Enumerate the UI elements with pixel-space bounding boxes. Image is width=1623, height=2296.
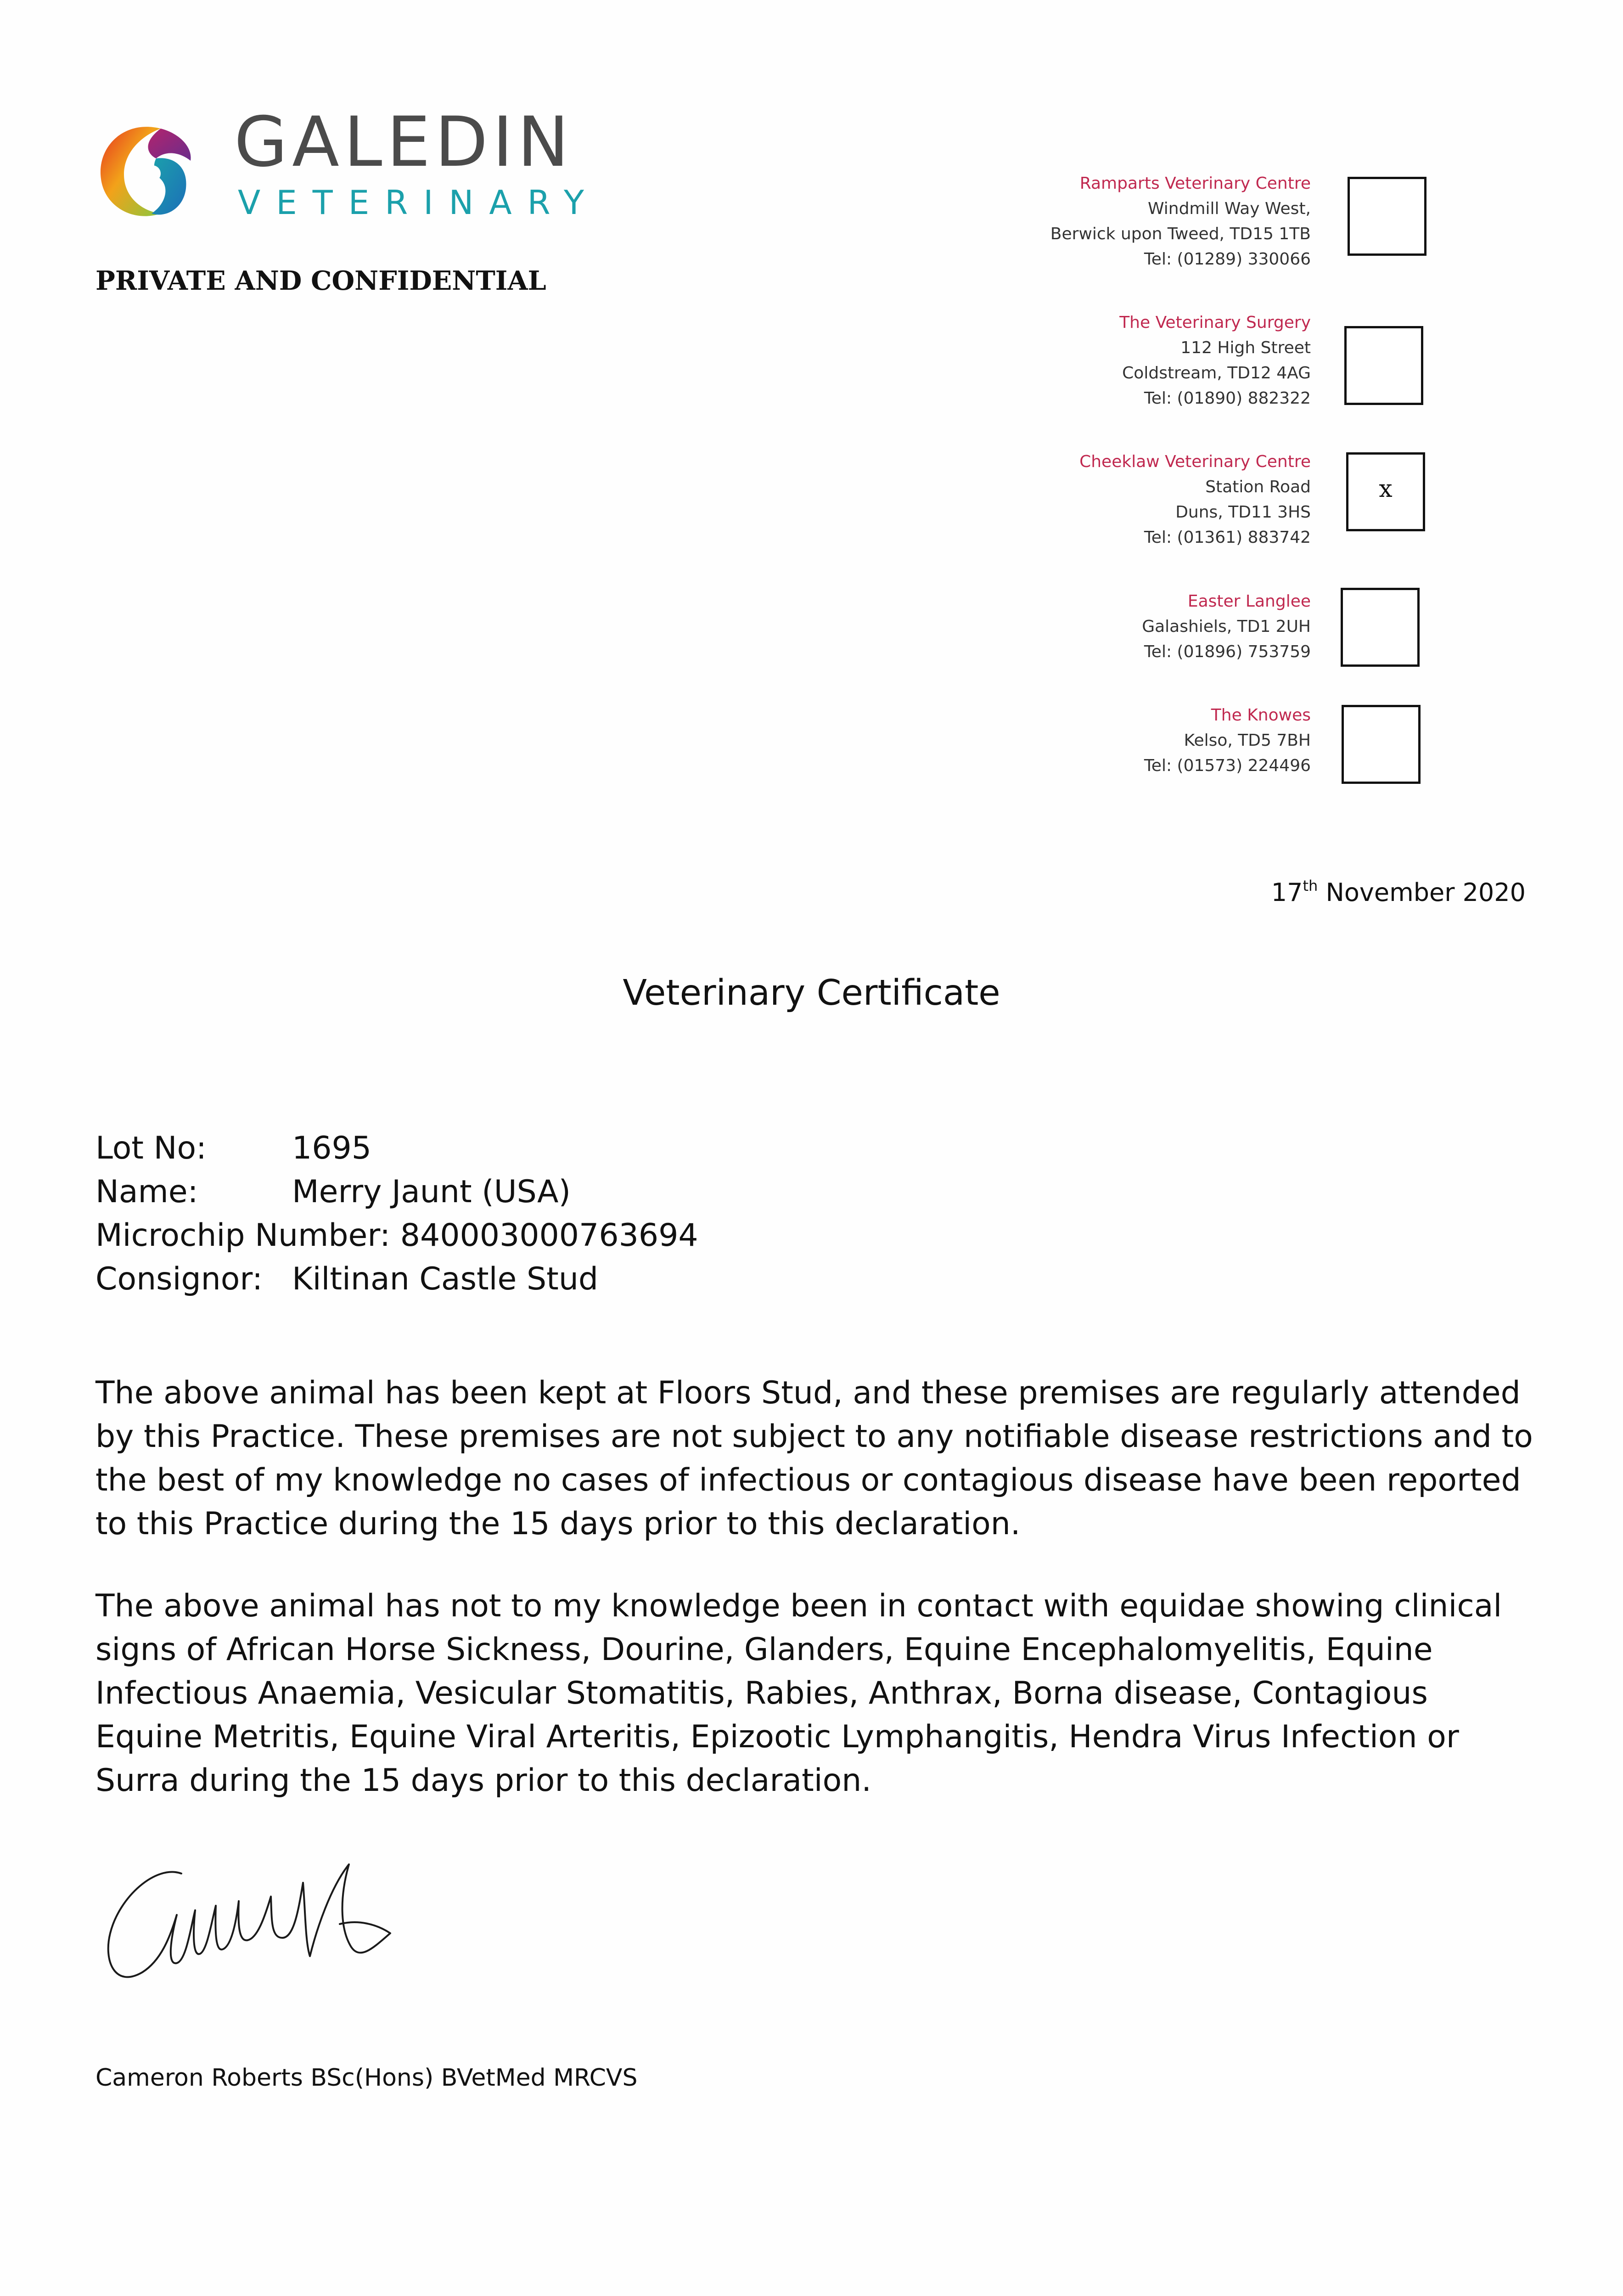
- practice-cheeklaw: [943, 449, 1311, 550]
- brand-name: GALEDIN: [234, 102, 574, 182]
- microchip-row: [95, 1214, 698, 1257]
- brand-subtitle: VETERINARY: [238, 183, 600, 222]
- consignor-label: Consignor:: [95, 1261, 263, 1297]
- name-row: [95, 1170, 571, 1214]
- practice-address-line: Berwick upon Tweed, TD15 1TB: [1050, 225, 1311, 243]
- practice-easter-langlee: [943, 589, 1311, 664]
- declaration-paragraph-diseases: The above animal has not to my knowledge been in contact with equidae showing clinical signs of African Horse Sickness, Dourine, Glanders, Equine Encephalomyelitis, Equine Infectious Anaemia, Vesicular Stomatitis, Rabies, Anthrax, Borna disease, Contagious Equine Metritis, Equine Viral Arteritis, Epizootic Lymphangitis, Hendra Virus Infection or Surra during the 15 days prior to this declaration.: [95, 1588, 1502, 1799]
- microchip-label: Microchip Number:: [95, 1217, 391, 1254]
- name-value: Merry Jaunt (USA): [292, 1174, 571, 1210]
- brand-logo: [92, 102, 600, 230]
- practice-phone: Tel: (01289) 330066: [1144, 250, 1311, 269]
- practice-name: Ramparts Veterinary Centre: [1079, 174, 1311, 193]
- practice-address-line: Station Road: [1205, 478, 1311, 496]
- lot-value: 1695: [292, 1130, 372, 1166]
- practice-checkbox-the-knowes[interactable]: [1342, 705, 1421, 784]
- certificate-title: Veterinary Certificate: [623, 973, 1000, 1013]
- practice-address-line: Coldstream, TD12 4AG: [1122, 364, 1311, 383]
- practice-checkbox-cheeklaw[interactable]: x: [1346, 452, 1425, 531]
- practice-ramparts: [943, 171, 1311, 272]
- practice-address-line: Duns, TD11 3HS: [1175, 503, 1311, 522]
- practice-the-knowes: [943, 703, 1311, 778]
- practice-address-line: Galashiels, TD1 2UH: [1142, 617, 1311, 636]
- lot-row: [95, 1126, 371, 1170]
- declaration-paragraph-premises: The above animal has been kept at Floors Stud, and these premises are regularly attended by this Practice. These premises are not subject to any notifiable disease restrictions and to the best of my knowledge no cases of infectious or contagious disease have been reported to this Practice during the 15 days prior to this declaration.: [95, 1375, 1533, 1542]
- practice-name: Easter Langlee: [1187, 592, 1311, 611]
- practice-address-line: Windmill Way West,: [1147, 199, 1311, 218]
- practice-phone: Tel: (01573) 224496: [1144, 756, 1311, 775]
- microchip-value: 840003000763694: [400, 1217, 698, 1254]
- practice-address-line: Kelso, TD5 7BH: [1184, 731, 1311, 750]
- lot-label: Lot No:: [95, 1130, 207, 1166]
- logo-mark-icon: [92, 115, 202, 225]
- practice-name: Cheeklaw Veterinary Centre: [1079, 452, 1311, 471]
- practice-phone: Tel: (01890) 882322: [1144, 389, 1311, 408]
- practice-name: The Veterinary Surgery: [1119, 313, 1311, 332]
- confidential-heading: PRIVATE AND CONFIDENTIAL: [95, 265, 546, 296]
- practice-name: The Knowes: [1211, 706, 1311, 725]
- practice-phone: Tel: (01361) 883742: [1144, 528, 1311, 547]
- name-label: Name:: [95, 1174, 198, 1210]
- signature-image: [101, 1855, 404, 1988]
- date-month-year: November 2020: [1325, 878, 1526, 907]
- date-suffix: th: [1303, 877, 1318, 895]
- practice-checkbox-veterinary-surgery[interactable]: [1344, 326, 1423, 405]
- date-day: 17: [1271, 878, 1303, 907]
- consignor-row: [95, 1257, 598, 1301]
- practice-checkbox-easter-langlee[interactable]: [1341, 588, 1420, 667]
- signer-name: Cameron Roberts BSc(Hons) BVetMed MRCVS: [95, 2064, 638, 2092]
- practice-address-line: 112 High Street: [1180, 338, 1311, 357]
- document-date: [1271, 877, 1526, 907]
- practice-phone: Tel: (01896) 753759: [1144, 642, 1311, 661]
- practice-checkbox-ramparts[interactable]: [1348, 177, 1426, 256]
- consignor-value: Kiltinan Castle Stud: [292, 1261, 599, 1297]
- practice-veterinary-surgery: [943, 310, 1311, 411]
